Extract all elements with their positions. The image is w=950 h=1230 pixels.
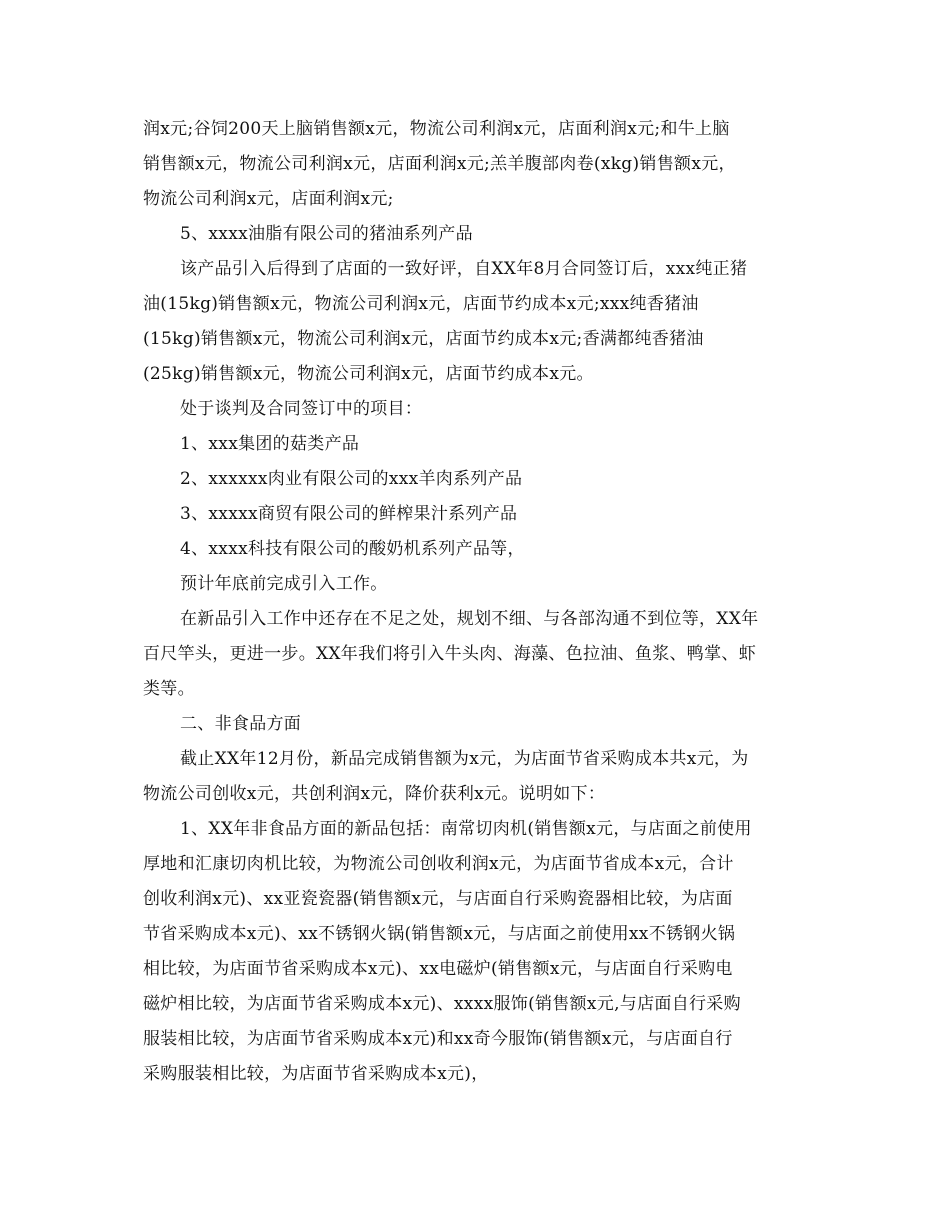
text-line: 润x元;谷饲200天上脑销售额x元，物流公司利润x元，店面利润x元;和牛上脑 — [143, 119, 730, 139]
list-item: 1、xxx集团的菇类产品 — [180, 434, 360, 454]
text-line: 物流公司利润x元，店面利润x元; — [143, 189, 394, 209]
text-line: 该产品引入后得到了店面的一致好评，自XX年8月合同签订后，xxx纯正猪 — [180, 259, 748, 279]
list-item: 4、xxxx科技有限公司的酸奶机系列产品等， — [180, 539, 525, 559]
text-line: 销售额x元，物流公司利润x元，店面利润x元;羔羊腹部肉卷(xkg)销售额x元， — [143, 154, 736, 174]
text-line: (15kg)销售额x元，物流公司利润x元，店面节约成本x元;香满都纯香猪油 — [143, 329, 704, 349]
section-intro: 处于谈判及合同签订中的项目： — [180, 399, 423, 419]
list-item: 2、xxxxxx肉业有限公司的xxx羊肉系列产品 — [180, 469, 523, 489]
text-line: 截止XX年12月份，新品完成销售额为x元，为店面节省采购成本共x元，为 — [180, 749, 749, 769]
list-item: 3、xxxxx商贸有限公司的鲜榨果汁系列产品 — [180, 504, 518, 524]
list-heading: 5、xxxx油脂有限公司的猪油系列产品 — [180, 224, 473, 244]
text-line: 百尺竿头，更进一步。XX年我们将引入牛头肉、海藻、色拉油、鱼浆、鸭掌、虾 — [143, 644, 757, 664]
text-line: 类等。 — [143, 679, 195, 699]
text-line: 相比较，为店面节省采购成本x元)、xx电磁炉(销售额x元，与店面自行采购电 — [143, 959, 733, 979]
text-line: 采购服装相比较，为店面节省采购成本x元)， — [143, 1064, 489, 1084]
text-line: 预计年底前完成引入工作。 — [180, 574, 388, 594]
text-line: 创收利润x元)、xx亚瓷瓷器(销售额x元，与店面自行采购瓷器相比较，为店面 — [143, 889, 733, 909]
section-heading: 二、非食品方面 — [180, 714, 302, 734]
text-line: 1、XX年非食品方面的新品包括：南常切肉机(销售额x元，与店面之前使用 — [180, 819, 752, 839]
text-line: 厚地和汇康切肉机比较，为物流公司创收利润x元，为店面节省成本x元，合计 — [143, 854, 734, 874]
text-line: 物流公司创收x元，共创利润x元，降价获利x元。说明如下： — [143, 784, 606, 804]
text-line: 磁炉相比较，为店面节省采购成本x元)、xxxx服饰(销售额x元,与店面自行采购 — [143, 994, 741, 1014]
text-line: 油(15kg)销售额x元，物流公司利润x元，店面节约成本x元;xxx纯香猪油 — [143, 294, 699, 314]
text-line: 在新品引入工作中还存在不足之处，规划不细、与各部沟通不到位等，XX年 — [180, 609, 759, 629]
text-line: 服装相比较，为店面节省采购成本x元)和xx奇今服饰(销售额x元，与店面自行 — [143, 1029, 733, 1049]
text-line: (25kg)销售额x元，物流公司利润x元，店面节约成本x元。 — [143, 364, 594, 384]
text-line: 节省采购成本x元)、xx不锈钢火锅(销售额x元，与店面之前使用xx不锈钢火锅 — [143, 924, 736, 944]
